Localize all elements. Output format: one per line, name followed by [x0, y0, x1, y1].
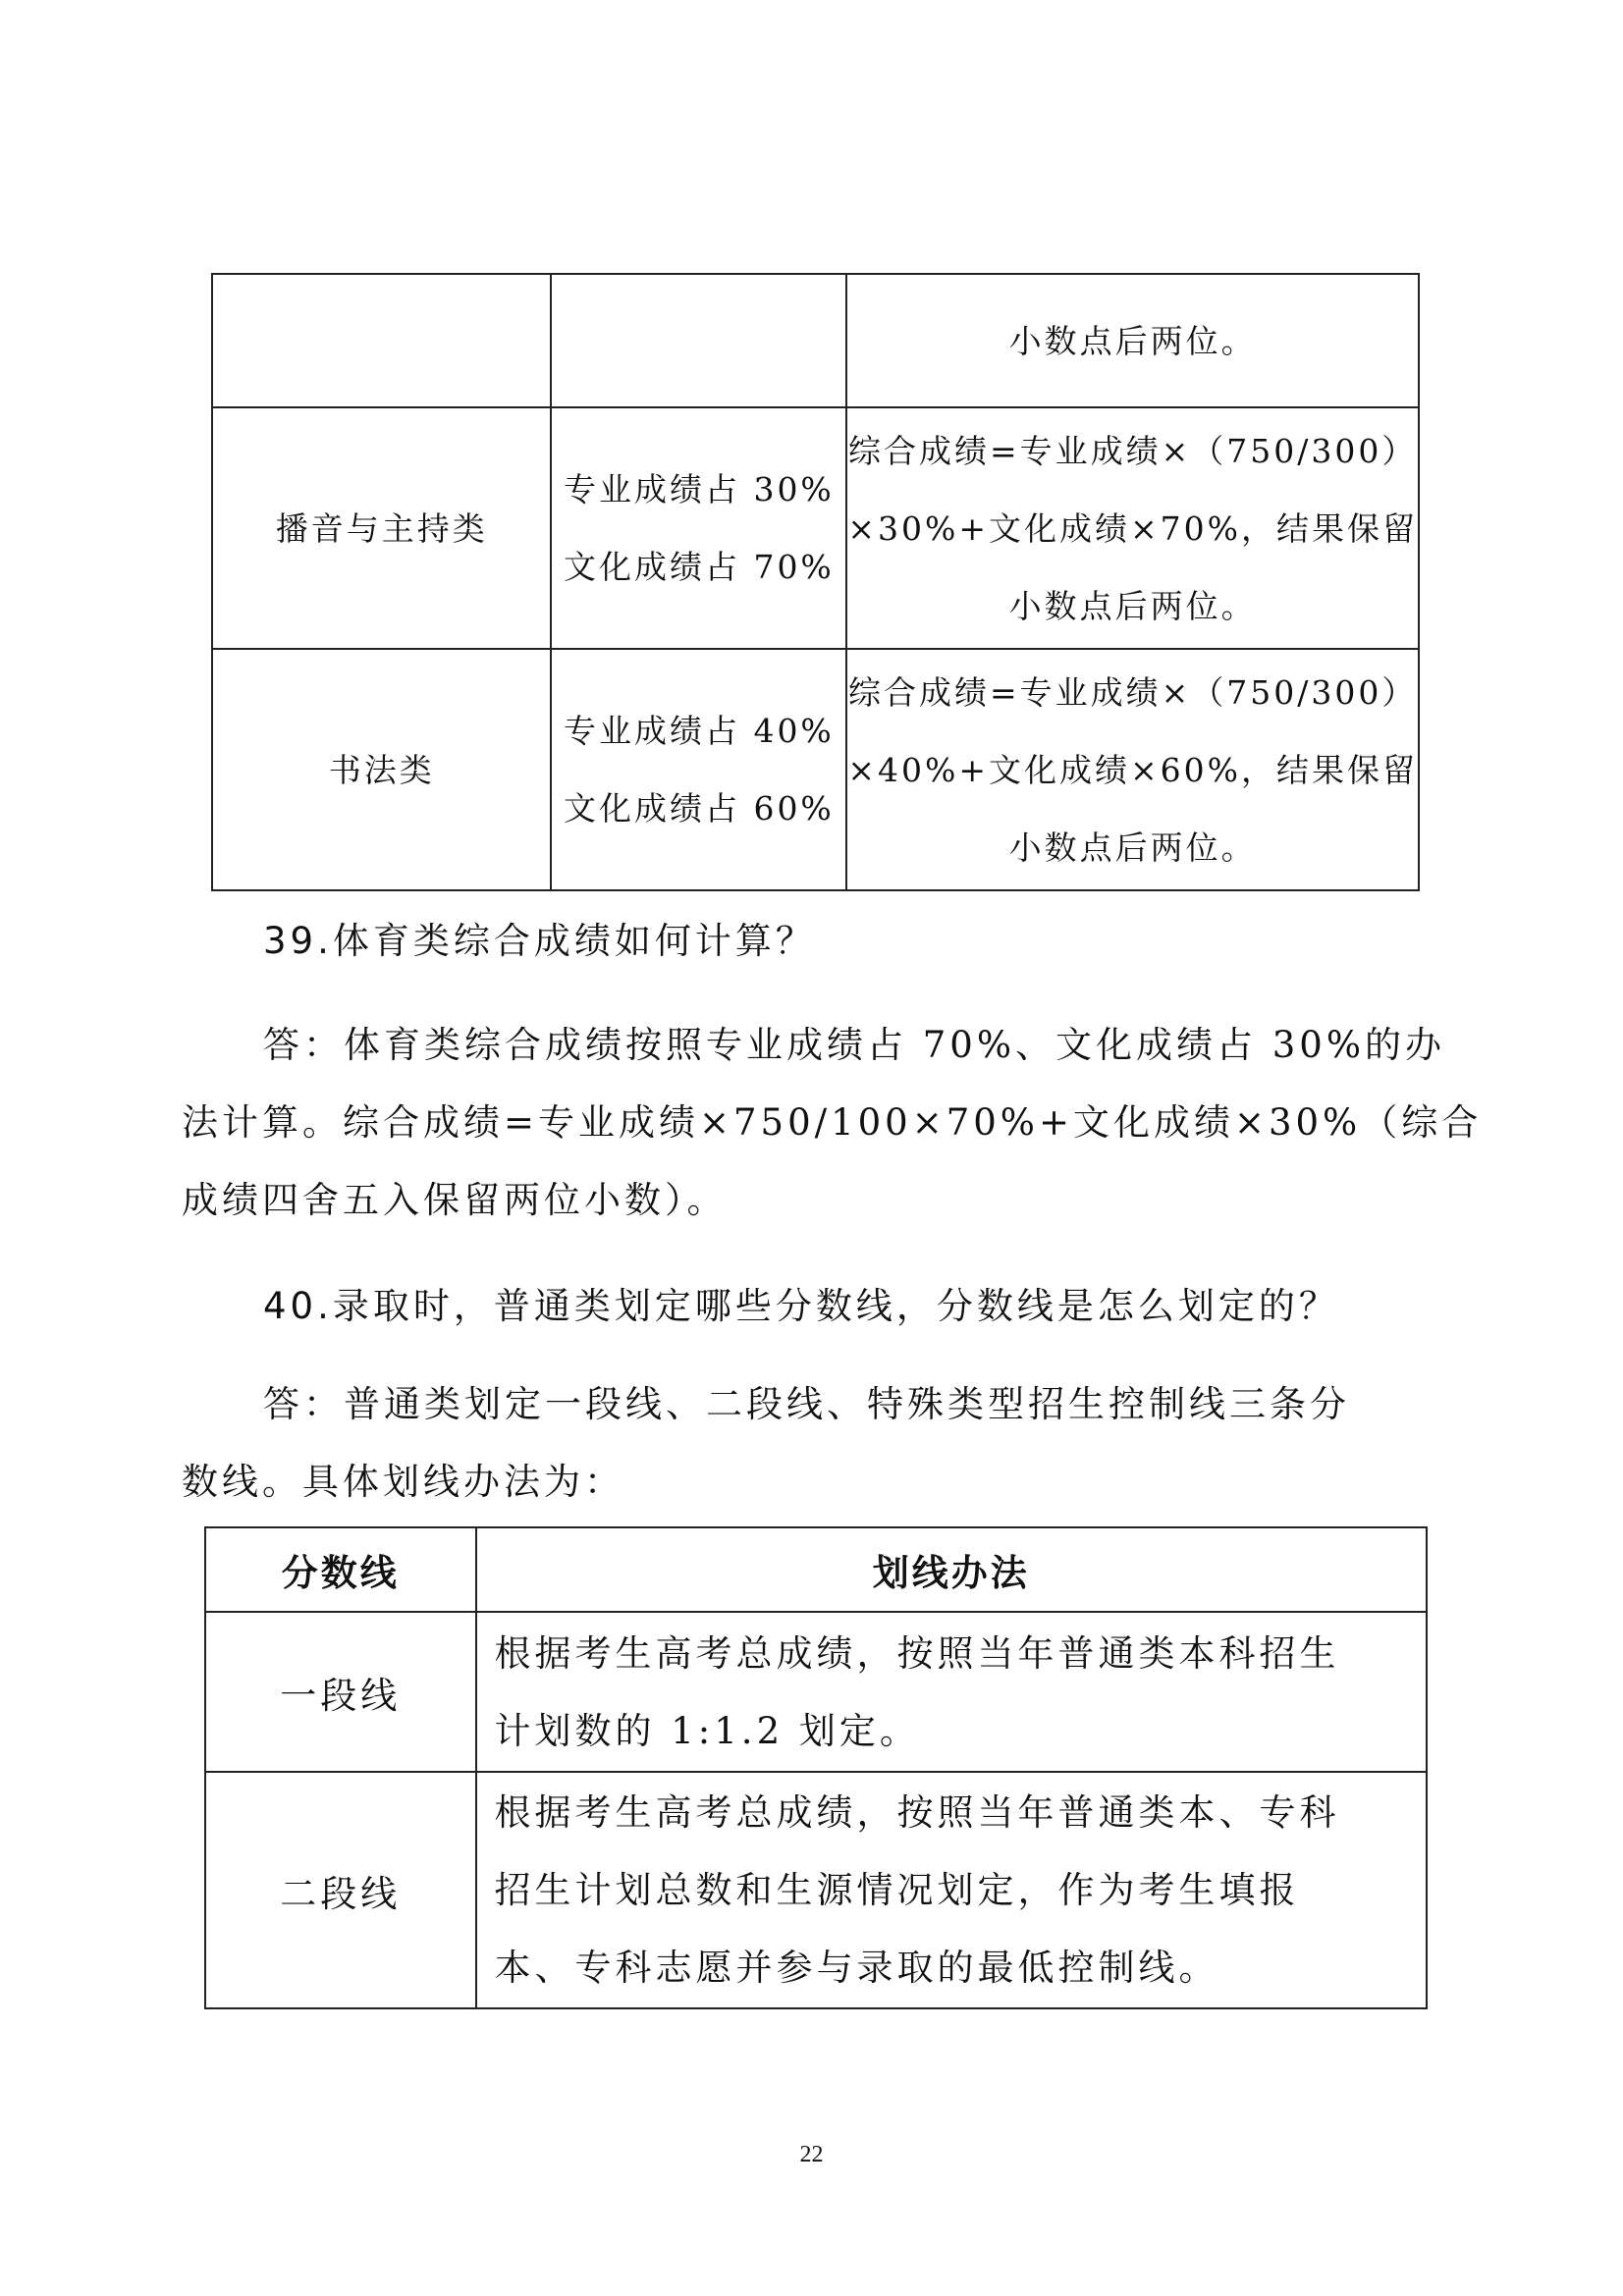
- category-cell: [212, 274, 551, 407]
- table-header-row: [205, 1527, 1427, 1612]
- question-40-heading: 40.录取时，普通类划定哪些分数线，分数线是怎么划定的？: [263, 1285, 1339, 1327]
- table-row: [205, 1772, 1427, 2008]
- description-line: 本、专科志愿并参与录取的最低控制线。: [494, 1947, 1219, 1989]
- formula-line: ×30%+文化成绩×70%，结果保留: [847, 508, 1418, 548]
- score-formula-table: [211, 273, 1420, 891]
- table-row: [212, 274, 1419, 407]
- formula-cell: [846, 274, 1419, 407]
- formula-line: 综合成绩=专业成绩×（750/300）: [847, 431, 1418, 470]
- answer-40-line: 数线。具体划线办法为：: [182, 1461, 624, 1503]
- formula-line: 小数点后两位。: [1008, 586, 1257, 625]
- description-line: 招生计划总数和生源情况划定，作为考生填报: [494, 1869, 1300, 1911]
- table-row: [212, 649, 1419, 890]
- answer-40-line: 答：普通类划定一段线、二段线、特殊类型招生控制线三条分: [263, 1383, 1350, 1425]
- answer-39-line: 答：体育类综合成绩按照专业成绩占 70%、文化成绩占 30%的办: [263, 1024, 1445, 1066]
- table-row: [212, 407, 1419, 649]
- ratio-line: 专业成绩占 30%: [563, 470, 835, 508]
- description-line: 根据考生高考总成绩，按照当年普通类本、专科: [494, 1791, 1340, 1834]
- score-line-label: 一段线: [205, 1612, 476, 1772]
- answer-39-line: 成绩四舍五入保留两位小数）。: [182, 1179, 728, 1221]
- ratio-line: 专业成绩占 40%: [563, 712, 835, 750]
- formula-cell: [846, 649, 1419, 890]
- description-line: 计划数的 1:1.2 划定。: [494, 1709, 920, 1752]
- formula-line: 小数点后两位。: [1008, 828, 1257, 867]
- table-row: [205, 1612, 1427, 1772]
- ratio-cell: [551, 274, 846, 407]
- column-header: 分数线: [205, 1527, 476, 1612]
- description-line: 根据考生高考总成绩，按照当年普通类本科招生: [494, 1631, 1340, 1675]
- formula-line: 综合成绩=专业成绩×（750/300）: [847, 672, 1418, 712]
- ratio-line: 文化成绩占 70%: [563, 548, 835, 586]
- page-number: 22: [799, 2142, 824, 2167]
- formula-line: ×40%+文化成绩×60%，结果保留: [847, 750, 1418, 789]
- score-line-label: 二段线: [205, 1772, 476, 2008]
- question-39-heading: 39.体育类综合成绩如何计算？: [263, 920, 816, 962]
- score-line-description: [476, 1772, 1428, 2008]
- formula-cell: [846, 407, 1419, 649]
- formula-line: 小数点后两位。: [1008, 321, 1257, 360]
- ratio-cell: [551, 407, 846, 649]
- answer-39-line: 法计算。综合成绩=专业成绩×750/100×70%+文化成绩×30%（综合: [182, 1101, 1483, 1144]
- ratio-cell: [551, 649, 846, 890]
- category-cell: 书法类: [212, 649, 551, 890]
- category-cell: 播音与主持类: [212, 407, 551, 649]
- ratio-line: 文化成绩占 60%: [563, 789, 835, 828]
- column-header: 划线办法: [476, 1527, 1428, 1612]
- score-line-description: [476, 1612, 1428, 1772]
- score-line-table: [204, 1526, 1428, 2009]
